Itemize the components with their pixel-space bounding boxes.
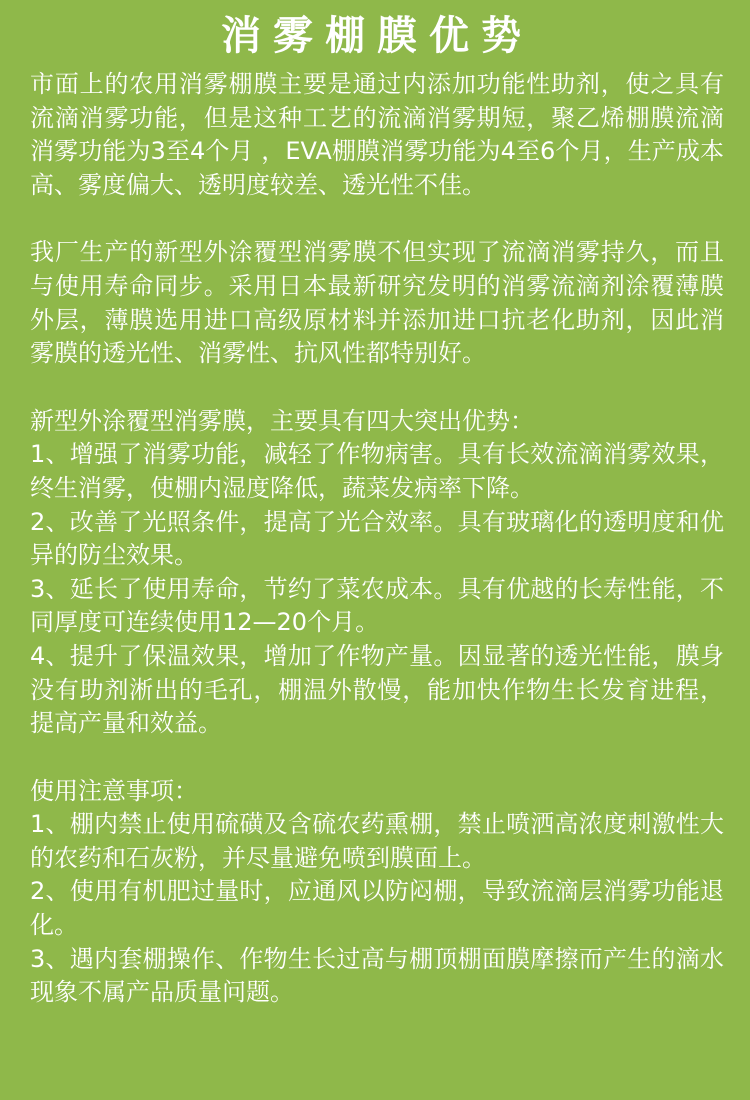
intro-paragraph-1: 市面上的农用消雾棚膜主要是通过内添加功能性助剂，使之具有流滴消雾功能，但是这种工艺的流滴消雾期短，聚乙烯棚膜流滴消雾功能为3至4个月 ，EVA棚膜消雾功能为4至6个月，生产成本高、雾度偏大、透明度较差、透光性不佳。 — [30, 70, 724, 199]
spacer — [30, 202, 724, 236]
advantage-item: 2、改善了光照条件，提高了光合效率。具有玻璃化的透明度和优异的防尘效果。 — [30, 507, 724, 570]
advantages-section — [30, 405, 724, 741]
content — [30, 68, 724, 1010]
note-item: 2、使用有机肥过量时，应通风以防闷棚，导致流滴层消雾功能退化。 — [30, 877, 724, 940]
notes-section — [30, 775, 724, 1010]
advantages-heading: 新型外涂覆型消雾膜，主要具有四大突出优势： — [30, 406, 534, 435]
spacer — [30, 741, 724, 775]
advantage-item: 1、增强了消雾功能，减轻了作物病害。具有长效流滴消雾效果，终生消雾，使棚内湿度降低，蔬菜发病率下降。 — [30, 440, 724, 502]
note-item: 3、遇内套棚操作、作物生长过高与棚顶棚面膜摩擦而产生的滴水现象不属产品质量问题。 — [30, 944, 724, 1007]
notes-heading: 使用注意事项： — [30, 776, 198, 805]
note-item: 1、棚内禁止使用硫磺及含硫农药熏棚，禁止喷洒高浓度刺激性大的农药和石灰粉，并尽量避免喷到膜面上。 — [30, 810, 724, 872]
page-title: 消雾棚膜优势 — [221, 13, 533, 59]
advantage-item: 3、延长了使用寿命，节约了菜农成本。具有优越的长寿性能，不同厚度可连续使用12—20个月。 — [30, 574, 724, 637]
spacer — [30, 371, 724, 405]
advantages-list — [30, 438, 724, 740]
notes-list — [30, 808, 724, 1010]
intro-paragraph-2: 我厂生产的新型外涂覆型消雾膜不但实现了流滴消雾持久，而且与使用寿命同步。采用日本最新研究发明的消雾流滴剂涂覆薄膜外层，薄膜选用进口高级原材料并添加进口抗老化助剂，因此消雾膜的透光性、消雾性、抗风性都特别好。 — [30, 238, 724, 368]
advantage-item: 4、提升了保温效果，增加了作物产量。因显著的透光性能，膜身没有助剂淅出的毛孔，棚温外散慢，能加快作物生长发育进程，提高产量和效益。 — [30, 641, 724, 738]
